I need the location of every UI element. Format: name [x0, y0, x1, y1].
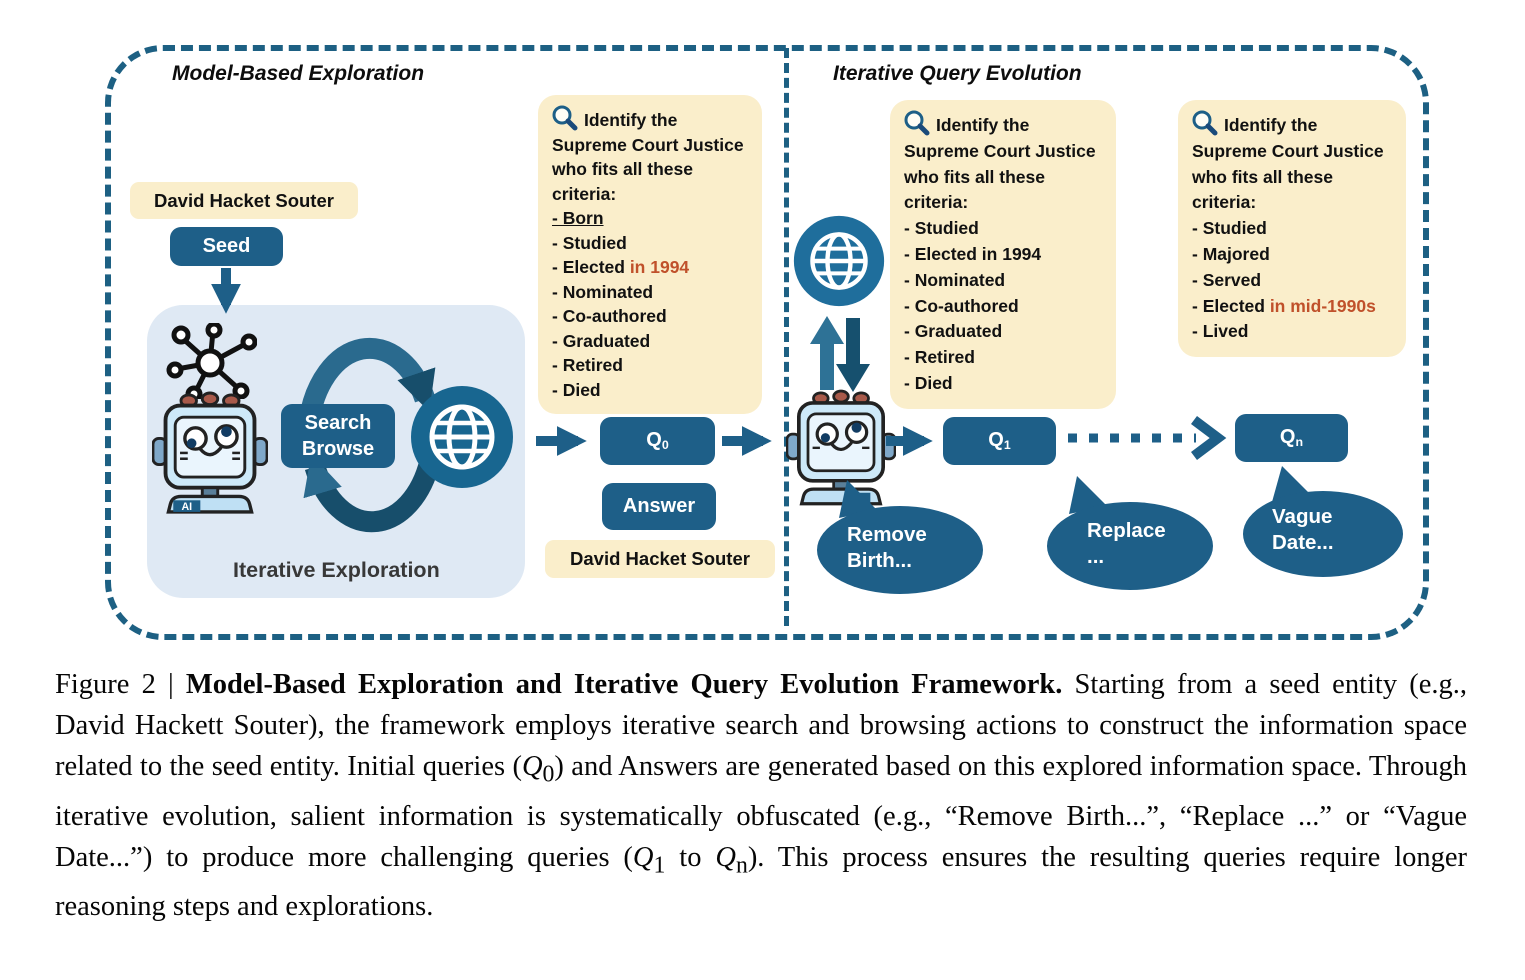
elected-date-highlight: in 1994 [629, 257, 690, 277]
criterion-graduated: - Graduated [904, 321, 1003, 342]
seed-button: Seed [170, 227, 283, 266]
ai-robot-icon [152, 388, 268, 514]
criterion-lived: - Lived [1192, 321, 1249, 342]
bubble-replace: Replace ... [1045, 474, 1215, 592]
q1-button: $Q_1$ [943, 417, 1056, 465]
figure-caption: Figure 2 | Model-Based Exploration and Iterative Query Evolution Framework. Starting from a seed entity (e.g., David Hackett Souter), the framework employs iterative search and browsing actions to construct the information space related to the seed entity. Initial queries $(Q_0)$ and Answers are generated based on this explored information space. Through iterative evolution, salient information is systematically obfuscated (e.g., “Remove Birth...”, “Replace ...” or “Vague Date...”) to produce more challenging queries ($Q_1$ to $Q_n$). This process ensures the resulting queries require longer reasoning steps and explorations. [55, 669, 1468, 923]
web-globe-icon [410, 385, 514, 489]
q0-button: $Q_0$ [600, 417, 715, 465]
bubble-vague-date: Vague Date... [1238, 464, 1408, 582]
right-panel-title: Iterative Query Evolution [833, 62, 1082, 85]
query-q1-header: Identify the Supreme Court Justice who fits all these criteria: [904, 115, 1096, 213]
criterion-graduated: - Graduated [552, 330, 651, 351]
figure-number: Figure 2 | [55, 669, 186, 700]
criterion-studied: - Studied [904, 218, 979, 239]
iterative-exploration-label: Iterative Exploration [233, 558, 440, 582]
criterion-elected: - Elected in 1994 [904, 243, 1042, 264]
browse-label: Browse [301, 438, 375, 460]
criterion-nominated: - Nominated [552, 281, 654, 302]
criterion-served: - Served [1192, 269, 1262, 290]
criterion-born: - Born [552, 208, 604, 228]
criterion-nominated: - Nominated [904, 269, 1006, 290]
web-globe-icon-right [793, 215, 885, 307]
criterion-died: - Died [552, 379, 601, 400]
seed-entity-box: David Hacket Souter [130, 182, 358, 219]
search-label: Search [304, 412, 372, 434]
query-q0-header: Identify the Supreme Court Justice who fits all these criteria: [552, 110, 744, 204]
magnifier-icon [904, 110, 930, 136]
criterion-elected: - Elected in mid-1990s [1192, 295, 1376, 316]
qn-button: $Q_n$ [1235, 414, 1348, 462]
search-browse-button [281, 404, 395, 468]
caption-bold-title: Model-Based Exploration and Iterative Query Evolution Framework. [185, 669, 1063, 700]
magnifier-icon [1192, 110, 1218, 136]
left-panel-title: Model-Based Exploration [172, 62, 425, 85]
bubble-remove-birth: Remove Birth... [815, 478, 985, 596]
query-q1-box [890, 100, 1116, 409]
elected-date-highlight: in mid-1990s [1269, 295, 1376, 316]
criterion-retired: - Retired [552, 355, 623, 375]
magnifier-icon [552, 105, 578, 131]
query-qn-box [1178, 100, 1406, 357]
criterion-majored: - Majored [1192, 243, 1270, 264]
answer-button: Answer [602, 483, 716, 530]
query-q0-box [538, 95, 762, 414]
criterion-died: - Died [904, 372, 953, 393]
criterion-coauthored: - Co-authored [552, 306, 667, 326]
answer-entity-box: David Hacket Souter [545, 540, 775, 578]
query-qn-header: Identify the Supreme Court Justice who fits all these criteria: [1192, 115, 1384, 213]
criterion-elected: - Elected in 1994 [552, 257, 690, 277]
criterion-coauthored: - Co-authored [904, 295, 1019, 316]
panel-divider-dashed-line [784, 48, 789, 626]
criterion-retired: - Retired [904, 347, 975, 368]
criterion-studied: - Studied [1192, 218, 1267, 239]
criterion-studied: - Studied [552, 232, 627, 253]
robot-badge-label: AI [181, 500, 193, 513]
